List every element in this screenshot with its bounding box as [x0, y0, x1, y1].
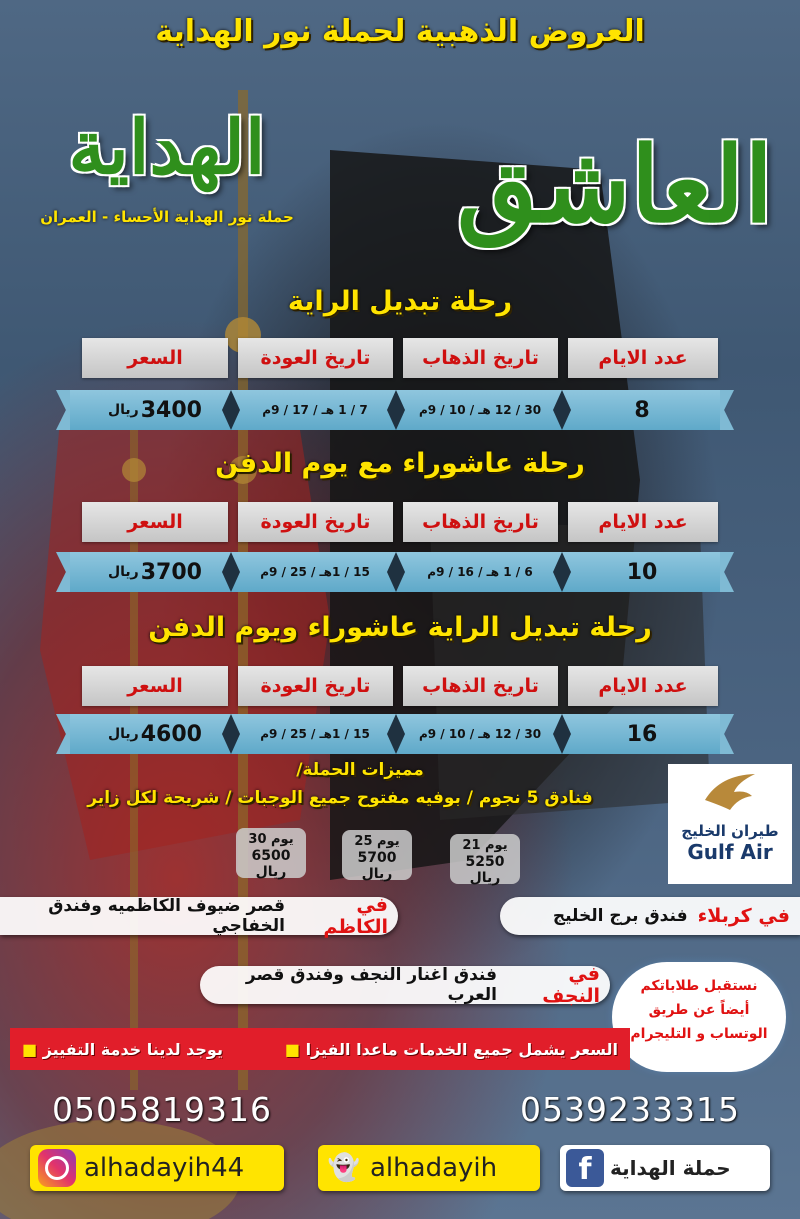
features-title: مميزات الحملة/: [296, 760, 424, 780]
trip-3-price-header: السعر: [82, 666, 228, 706]
snapchat-badge[interactable]: [318, 1145, 540, 1191]
alhadaya-logo-subtitle: حملة نور الهداية الأحساء - العمران: [40, 208, 294, 226]
alhadaya-logo-text: الهداية: [68, 105, 266, 191]
package-days: 21 يوم: [462, 838, 508, 853]
trip-3-departure: 30 / 12 هـ / 10 / 9م: [418, 727, 542, 741]
cloud-line-3: الوتساب و التليجرام: [630, 1026, 768, 1042]
trip-2-title: رحلة عاشوراء مع يوم الدفن: [215, 448, 585, 479]
services-banner: [10, 1028, 630, 1070]
falcon-icon: [700, 770, 760, 818]
snapchat-handle: alhadayih: [370, 1153, 498, 1183]
trip-2-return: 15 / 1هـ / 25 / 9م: [260, 565, 370, 579]
trip-2-return-header: تاريخ العودة: [238, 502, 393, 542]
package-price: 5700 ريال: [357, 850, 397, 882]
trip-2-currency: ريال: [108, 564, 139, 580]
hotel-name: فندق برج الخليج: [552, 906, 688, 926]
phone-right[interactable]: 0539233315: [520, 1090, 740, 1129]
trip-3-return-header: تاريخ العودة: [238, 666, 393, 706]
banner-prices-include: السعر يشمل جميع الخدمات ماعدا الفيزا ■: [284, 1039, 618, 1059]
cloud-line-2: أيضاً عن طريق: [648, 1002, 750, 1018]
page-title: العروض الذهبية لحملة نور الهداية: [155, 14, 645, 49]
trip-3-title: رحلة تبديل الراية عاشوراء ويوم الدفن: [148, 612, 652, 643]
banner-visa-service: يوجد لدينا خدمة التفييز ■: [22, 1039, 223, 1059]
instagram-badge[interactable]: [30, 1145, 284, 1191]
trip-1-return-header: تاريخ العودة: [238, 338, 393, 378]
hotel-name: قصر ضيوف الكاظميه وفندق الخفاجي: [48, 896, 285, 936]
features-text: فنادق 5 نجوم / بوفيه مفتوح جميع الوجبات / شريحة لكل زاير: [87, 788, 593, 808]
package-30-days: [236, 828, 306, 878]
facebook-name: حملة الهداية: [610, 1156, 731, 1180]
facebook-badge[interactable]: [560, 1145, 770, 1191]
hotel-name: فندق اغنار النجف وفندق قصر العرب: [245, 965, 497, 1005]
hotel-kadhim: [0, 894, 398, 938]
trip-3-days-header: عدد الايام: [568, 666, 718, 706]
hotel-najaf: [200, 963, 610, 1007]
contact-cloud: [618, 968, 780, 1066]
alhadaya-logo: [22, 88, 312, 258]
trip-1-title: رحلة تبديل الراية: [287, 286, 513, 317]
trip-2-price: 3700: [140, 559, 202, 585]
trip-1-return: 7 / 1 هـ / 17 / 9م: [262, 403, 368, 417]
hotel-city: في كربلاء: [697, 905, 790, 927]
trip-3-return: 15 / 1هـ / 25 / 9م: [260, 727, 370, 741]
trip-1-departure-header: تاريخ الذهاب: [403, 338, 558, 378]
gulf-air-arabic: طيران الخليج: [681, 822, 779, 840]
trip-2-price-header: السعر: [82, 502, 228, 542]
trip-1-price-header: السعر: [82, 338, 228, 378]
trip-2-days: 10: [626, 559, 658, 585]
alashiq-logo-text: العاشق: [456, 123, 774, 246]
trip-1-price: 3400: [140, 397, 202, 423]
trip-3-price-cell: [85, 714, 225, 754]
alashiq-logo: [450, 80, 780, 300]
trip-1-price-cell: [85, 390, 225, 430]
trip-1-days: 8: [634, 397, 650, 423]
package-price: 6500 ريال: [251, 848, 291, 880]
trip-1-days-header: عدد الايام: [568, 338, 718, 378]
package-days: 25 يوم: [354, 834, 400, 849]
facebook-icon: f: [566, 1149, 604, 1187]
phone-left[interactable]: 0505819316: [52, 1090, 272, 1129]
snapchat-ghost-icon: 👻: [327, 1153, 361, 1183]
trip-3-price: 4600: [140, 721, 202, 747]
trip-1-departure: 30 / 12 هـ / 10 / 9م: [418, 403, 542, 417]
hotel-city: في الكاظم: [323, 894, 388, 938]
trip-2-departure-header: تاريخ الذهاب: [403, 502, 558, 542]
trip-2-price-cell: [85, 552, 225, 592]
package-days: 30 يوم: [248, 832, 294, 847]
hotel-karbala: [500, 897, 800, 935]
hotel-city: في النجف: [542, 963, 600, 1007]
square-icon: ■: [284, 1039, 300, 1059]
package-25-days: [342, 830, 412, 880]
trip-1-currency: ريال: [108, 402, 139, 418]
trip-3-days: 16: [626, 721, 658, 747]
trip-2-departure: 6 / 1 هـ / 16 / 9م: [427, 565, 533, 579]
gulf-air-logo: [668, 764, 792, 884]
trip-3-departure-header: تاريخ الذهاب: [403, 666, 558, 706]
package-21-days: [450, 834, 520, 884]
trip-2-days-header: عدد الايام: [568, 502, 718, 542]
instagram-handle: alhadayih44: [84, 1153, 245, 1183]
gulf-air-english: Gulf Air: [687, 840, 773, 864]
instagram-icon: [38, 1149, 76, 1187]
package-price: 5250 ريال: [465, 854, 505, 886]
trip-3-currency: ريال: [108, 726, 139, 742]
cloud-line-1: نستقبل طلاباتكم: [640, 978, 758, 994]
square-icon: ■: [22, 1039, 38, 1059]
